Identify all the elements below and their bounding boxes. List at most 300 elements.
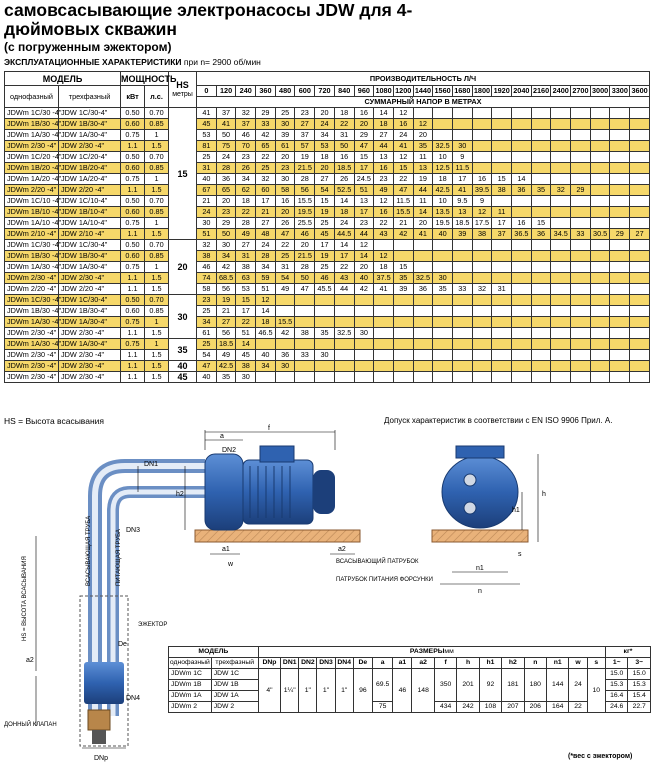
model-single-phase: JDWm 2/30 -4" xyxy=(5,350,59,361)
head-value: 16 xyxy=(374,163,394,174)
label-hs-side: HS = ВЫСОТА ВСАСЫВАНИЯ xyxy=(22,556,28,641)
head-value: 14 xyxy=(334,196,354,207)
head-value xyxy=(413,372,433,383)
table-row xyxy=(5,141,650,152)
dim-h1: h1 xyxy=(512,507,520,514)
dims-col-header: n1 xyxy=(547,658,569,669)
head-value: 18.5 xyxy=(216,339,236,350)
head-value: 44 xyxy=(334,284,354,295)
dims-header-kg: кг* xyxy=(606,647,651,658)
head-value xyxy=(433,251,453,262)
head-value xyxy=(571,130,591,141)
head-value: 36.5 xyxy=(512,229,532,240)
model-single-phase: JDWm 1B/30 -4" xyxy=(5,251,59,262)
head-value xyxy=(630,141,650,152)
dims-row xyxy=(169,669,651,680)
head-value: 50 xyxy=(334,141,354,152)
dims-value: 24 xyxy=(569,669,587,702)
dim-w: w xyxy=(228,561,234,568)
power-hp: 1 xyxy=(145,174,169,185)
head-value xyxy=(630,163,650,174)
head-value: 14 xyxy=(374,108,394,119)
dims-model-single: JDWm 1B xyxy=(169,680,212,691)
hs-value: 40 xyxy=(169,361,197,372)
model-single-phase: JDWm 1A/30 -4" xyxy=(5,339,59,350)
head-value: 12 xyxy=(374,196,394,207)
hs-note: HS = Высота всасывания xyxy=(4,416,104,426)
dim-s: s xyxy=(518,551,522,558)
power-kw: 0.75 xyxy=(121,339,145,350)
head-value xyxy=(512,262,532,273)
head-value xyxy=(315,372,335,383)
head-value: 18 xyxy=(334,207,354,218)
head-value xyxy=(512,295,532,306)
head-value: 28 xyxy=(216,163,236,174)
head-value: 17 xyxy=(236,306,256,317)
head-value: 39 xyxy=(452,229,472,240)
dims-header-three: трехфазный xyxy=(211,658,258,669)
head-value: 37.5 xyxy=(374,273,394,284)
head-value xyxy=(551,218,571,229)
head-value: 32 xyxy=(256,174,276,185)
head-value: 45 xyxy=(236,350,256,361)
head-value: 47 xyxy=(354,141,374,152)
head-value xyxy=(472,152,492,163)
model-three-phase: JDW 1B/30-4" xyxy=(59,251,121,262)
head-value xyxy=(531,361,551,372)
head-value: 15 xyxy=(315,196,335,207)
head-value: 81 xyxy=(197,141,217,152)
dims-value: 1" xyxy=(335,669,353,713)
power-kw: 0.50 xyxy=(121,240,145,251)
head-value: 31 xyxy=(334,130,354,141)
model-three-phase: JDW 1B/10-4" xyxy=(59,207,121,218)
head-value: 27 xyxy=(295,119,315,130)
head-value xyxy=(590,207,610,218)
head-value xyxy=(452,328,472,339)
dims-kg-1: 15.3 xyxy=(606,680,628,691)
dims-value: 201 xyxy=(457,669,479,702)
head-value xyxy=(472,262,492,273)
head-value: 30.5 xyxy=(590,229,610,240)
head-value xyxy=(610,273,630,284)
table-row xyxy=(5,306,650,317)
table-row xyxy=(5,163,650,174)
head-value: 21 xyxy=(393,218,413,229)
power-hp: 0.70 xyxy=(145,108,169,119)
flow-value: 240 xyxy=(236,86,256,97)
head-value xyxy=(610,328,630,339)
head-value xyxy=(590,141,610,152)
head-value: 58 xyxy=(275,185,295,196)
head-value xyxy=(571,251,591,262)
head-value: 46 xyxy=(315,273,335,284)
head-value xyxy=(571,119,591,130)
head-value: 26 xyxy=(236,163,256,174)
head-value: 46 xyxy=(236,130,256,141)
head-value: 16 xyxy=(393,119,413,130)
head-value xyxy=(334,372,354,383)
head-value: 45 xyxy=(197,119,217,130)
head-value: 21.5 xyxy=(295,251,315,262)
head-value: 39.5 xyxy=(472,185,492,196)
head-value xyxy=(512,284,532,295)
head-value: 24 xyxy=(393,130,413,141)
installation-diagram xyxy=(0,426,655,766)
head-value xyxy=(492,328,512,339)
head-value: 49 xyxy=(275,284,295,295)
head-value xyxy=(354,339,374,350)
head-value xyxy=(413,339,433,350)
head-value: 23 xyxy=(216,207,236,218)
head-value xyxy=(275,295,295,306)
power-kw: 0.75 xyxy=(121,130,145,141)
head-value: 24 xyxy=(334,218,354,229)
head-value xyxy=(413,251,433,262)
head-value: 36 xyxy=(413,284,433,295)
dim-dn1: DN1 xyxy=(144,461,159,468)
head-value xyxy=(512,372,532,383)
head-value xyxy=(590,372,610,383)
dims-col-header: w xyxy=(569,658,587,669)
dims-value: 22 xyxy=(569,702,587,713)
head-value xyxy=(295,295,315,306)
caption-text: ЭКСПЛУАТАЦИОННЫЕ ХАРАКТЕРИСТИКИ xyxy=(4,57,182,67)
head-value xyxy=(413,262,433,273)
power-hp: 0.70 xyxy=(145,240,169,251)
head-value: 36 xyxy=(512,185,532,196)
head-value: 44 xyxy=(374,141,394,152)
head-value xyxy=(551,328,571,339)
dims-col-header: a1 xyxy=(393,658,412,669)
head-value xyxy=(315,317,335,328)
head-value xyxy=(571,218,591,229)
power-hp: 1 xyxy=(145,317,169,328)
head-value xyxy=(374,361,394,372)
head-value: 27 xyxy=(236,240,256,251)
power-hp: 0.70 xyxy=(145,295,169,306)
model-single-phase: JDWm 1B/10 -4" xyxy=(5,207,59,218)
dims-model-single: JDWm 2 xyxy=(169,702,212,713)
power-kw: 1.1 xyxy=(121,372,145,383)
table-row xyxy=(5,108,650,119)
hs-value: 30 xyxy=(169,295,197,339)
model-single-phase: JDWm 2/30 -4" xyxy=(5,141,59,152)
head-value: 41 xyxy=(393,141,413,152)
head-value: 15 xyxy=(236,295,256,306)
model-single-phase: JDWm 1C/30 -4" xyxy=(5,240,59,251)
power-hp: 0.85 xyxy=(145,119,169,130)
head-value: 16 xyxy=(354,108,374,119)
head-value: 16 xyxy=(472,174,492,185)
model-three-phase: JDW 1B/30-4" xyxy=(59,306,121,317)
head-value xyxy=(590,174,610,185)
head-value: 22 xyxy=(334,262,354,273)
head-value: 51 xyxy=(354,185,374,196)
head-value: 23 xyxy=(236,152,256,163)
head-value: 20 xyxy=(354,119,374,130)
flow-value: 1920 xyxy=(493,86,510,95)
head-value: 12 xyxy=(354,240,374,251)
head-value xyxy=(472,108,492,119)
head-value xyxy=(354,306,374,317)
header-single-phase: однофазный xyxy=(5,86,59,108)
flow-value: 2040 xyxy=(513,86,530,95)
head-value xyxy=(610,218,630,229)
head-value: 25 xyxy=(197,339,217,350)
head-value xyxy=(610,207,630,218)
dims-col-header: a xyxy=(372,658,392,669)
head-value: 20 xyxy=(354,262,374,273)
head-value: 54 xyxy=(197,350,217,361)
model-three-phase: JDW 1B/20-4" xyxy=(59,163,121,174)
head-value: 13 xyxy=(374,152,394,163)
dim-f: f xyxy=(268,425,270,432)
model-single-phase: JDWm 1B/30 -4" xyxy=(5,306,59,317)
head-value: 35 xyxy=(216,372,236,383)
model-three-phase: JDW 2/20 -4" xyxy=(59,185,121,196)
head-value xyxy=(334,306,354,317)
power-hp: 1 xyxy=(145,130,169,141)
flow-value: 3600 xyxy=(631,86,648,95)
head-value xyxy=(315,306,335,317)
head-value: 23 xyxy=(295,108,315,119)
head-value: 56 xyxy=(216,328,236,339)
head-value xyxy=(630,152,650,163)
head-value xyxy=(512,152,532,163)
model-single-phase: JDWm 2/30 -4" xyxy=(5,328,59,339)
head-value xyxy=(610,174,630,185)
flow-value: 960 xyxy=(354,86,374,97)
head-value: 43 xyxy=(334,273,354,284)
head-value: 32.5 xyxy=(433,141,453,152)
head-value: 34 xyxy=(256,262,276,273)
dim-dnp: DNp xyxy=(94,755,109,762)
head-value xyxy=(571,361,591,372)
dims-value: 181 xyxy=(502,669,524,702)
head-value xyxy=(512,240,532,251)
head-value xyxy=(610,130,630,141)
head-value xyxy=(610,284,630,295)
head-value: 12 xyxy=(256,295,276,306)
head-value xyxy=(433,350,453,361)
head-value: 12.5 xyxy=(433,163,453,174)
head-value: 41 xyxy=(374,284,394,295)
page-title: самовсасывающие электронасосы JDW для 4-дюймовых скважин xyxy=(4,0,413,39)
head-value xyxy=(413,361,433,372)
dims-kg-header: 1~ xyxy=(606,658,628,669)
dims-header-sizes xyxy=(258,647,605,658)
head-value: 44 xyxy=(354,229,374,240)
head-value xyxy=(630,174,650,185)
head-value: 36 xyxy=(275,350,295,361)
head-value xyxy=(590,317,610,328)
head-value: 16 xyxy=(275,196,295,207)
head-value: 40 xyxy=(433,229,453,240)
head-value: 60 xyxy=(256,185,276,196)
head-value: 40 xyxy=(197,174,217,185)
head-value xyxy=(551,350,571,361)
head-value xyxy=(472,273,492,284)
dimensions-table xyxy=(168,646,651,713)
head-value: 53 xyxy=(197,130,217,141)
head-value xyxy=(551,295,571,306)
head-value: 19.5 xyxy=(433,218,453,229)
head-value xyxy=(590,361,610,372)
head-value: 44 xyxy=(413,185,433,196)
head-value xyxy=(571,273,591,284)
head-value: 20 xyxy=(413,218,433,229)
dim-dn2: DN2 xyxy=(222,447,237,454)
head-value xyxy=(630,350,650,361)
model-single-phase: JDWm 1A/30 -4" xyxy=(5,130,59,141)
head-value xyxy=(295,317,315,328)
head-value: 21 xyxy=(256,207,276,218)
head-value: 19 xyxy=(295,152,315,163)
head-value: 42 xyxy=(216,262,236,273)
hs-value: 20 xyxy=(169,240,197,295)
head-value: 35 xyxy=(393,273,413,284)
head-value xyxy=(571,295,591,306)
head-value: 11.5 xyxy=(393,196,413,207)
power-kw: 0.60 xyxy=(121,207,145,218)
head-value xyxy=(334,317,354,328)
head-value xyxy=(512,350,532,361)
head-value: 10 xyxy=(433,196,453,207)
caption-speed: при n= 2900 об/мин xyxy=(183,57,261,67)
dims-model-three: JDW 1B xyxy=(211,680,258,691)
dims-value: 164 xyxy=(547,702,569,713)
model-three-phase: JDW 2/20 -4" xyxy=(59,284,121,295)
head-value: 47 xyxy=(295,284,315,295)
head-value: 20 xyxy=(413,130,433,141)
head-value xyxy=(472,306,492,317)
head-value: 22 xyxy=(393,174,413,185)
head-value: 13 xyxy=(354,196,374,207)
model-three-phase: JDW 2/30 -4" xyxy=(59,372,121,383)
head-value xyxy=(590,130,610,141)
head-value xyxy=(610,262,630,273)
head-value: 30 xyxy=(452,141,472,152)
head-value xyxy=(354,361,374,372)
head-value xyxy=(512,119,532,130)
table-row xyxy=(5,328,650,339)
dims-value: 148 xyxy=(412,669,434,713)
head-value xyxy=(630,108,650,119)
head-value: 42 xyxy=(354,284,374,295)
head-value: 38 xyxy=(197,251,217,262)
head-value xyxy=(374,372,394,383)
dim-a2-side: a2 xyxy=(26,657,34,664)
head-value xyxy=(590,240,610,251)
head-value: 41 xyxy=(413,229,433,240)
head-value: 14 xyxy=(334,240,354,251)
head-value xyxy=(630,185,650,196)
head-value xyxy=(472,328,492,339)
head-value xyxy=(452,119,472,130)
head-value: 42 xyxy=(275,328,295,339)
head-value xyxy=(630,251,650,262)
head-value xyxy=(630,240,650,251)
model-single-phase: JDWm 1C/30 -4" xyxy=(5,108,59,119)
head-value xyxy=(452,339,472,350)
table-row xyxy=(5,240,650,251)
head-value xyxy=(531,262,551,273)
dims-header-row xyxy=(169,658,651,669)
head-value xyxy=(433,262,453,273)
head-value xyxy=(433,130,453,141)
power-hp: 1.5 xyxy=(145,229,169,240)
head-value xyxy=(551,372,571,383)
head-value: 38 xyxy=(295,328,315,339)
head-value xyxy=(571,350,591,361)
head-value: 11 xyxy=(492,207,512,218)
head-value xyxy=(492,361,512,372)
head-value: 15 xyxy=(354,152,374,163)
dim-n1: n1 xyxy=(476,565,484,572)
dims-col-header: DN3 xyxy=(317,658,335,669)
flow-value: 840 xyxy=(334,86,354,97)
power-kw: 1.1 xyxy=(121,350,145,361)
dims-value: 10 xyxy=(587,669,605,713)
dims-model-three: JDW 1C xyxy=(211,669,258,680)
dims-value: 350 xyxy=(434,669,456,702)
model-single-phase: JDWm 1C/10 -4" xyxy=(5,196,59,207)
head-value xyxy=(610,141,630,152)
head-value xyxy=(472,350,492,361)
head-value: 22 xyxy=(374,218,394,229)
head-value: 42.5 xyxy=(433,185,453,196)
head-value xyxy=(492,141,512,152)
head-value: 14 xyxy=(413,207,433,218)
head-value xyxy=(571,152,591,163)
tolerance-note: Допуск характеристик в соответствии с EN ISO 9906 Прил. A. xyxy=(384,416,613,425)
head-value: 32.5 xyxy=(334,328,354,339)
head-value: 54 xyxy=(315,185,335,196)
model-three-phase: JDW 1A/10-4" xyxy=(59,218,121,229)
head-value xyxy=(590,273,610,284)
head-value: 25 xyxy=(315,262,335,273)
model-three-phase: JDW 1A/30-4" xyxy=(59,317,121,328)
head-value: 30 xyxy=(354,328,374,339)
head-value: 25 xyxy=(197,152,217,163)
label-ejector: ЭЖЕКТОР xyxy=(138,622,168,628)
model-single-phase: JDWm 2/20 -4" xyxy=(5,185,59,196)
header-hs-label: HS xyxy=(176,79,189,90)
power-hp: 0.85 xyxy=(145,163,169,174)
table-row xyxy=(5,350,650,361)
head-value: 21 xyxy=(216,306,236,317)
head-value: 36 xyxy=(531,229,551,240)
head-value: 62 xyxy=(236,185,256,196)
head-value: 47 xyxy=(393,185,413,196)
power-hp: 1.5 xyxy=(145,361,169,372)
head-value xyxy=(551,306,571,317)
head-value xyxy=(354,372,374,383)
power-kw: 0.50 xyxy=(121,196,145,207)
hs-value: 45 xyxy=(169,372,197,383)
head-value: 61 xyxy=(275,141,295,152)
head-value xyxy=(433,295,453,306)
model-single-phase: JDWm 1A/20 -4" xyxy=(5,174,59,185)
head-value xyxy=(472,163,492,174)
dim-de: De xyxy=(118,641,127,648)
dims-value: 1" xyxy=(317,669,335,713)
power-hp: 0.70 xyxy=(145,152,169,163)
dims-value: 96 xyxy=(353,669,372,713)
head-value xyxy=(531,350,551,361)
head-value: 26 xyxy=(334,174,354,185)
